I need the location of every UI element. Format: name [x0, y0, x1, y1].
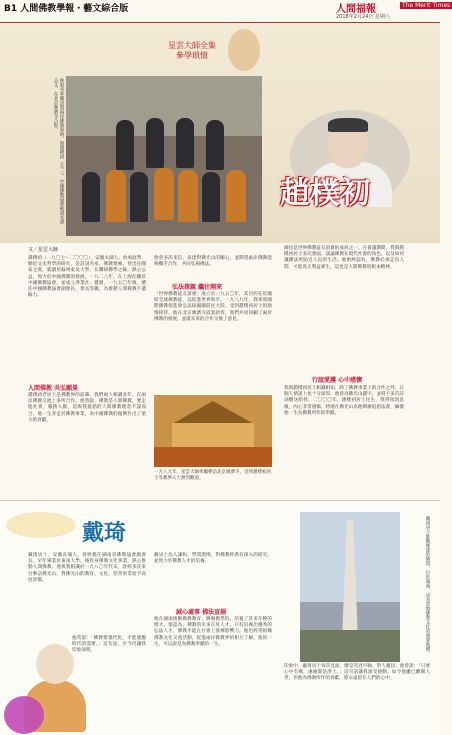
person-figure: [202, 172, 220, 222]
article-paragraph: 我與趙樸初居士相識相知，除了佛教事業上的合作之外，在個人情誼上也十分深厚。他曾為佛光山題字，並寫下多首詩詞贈送給我。二〇〇〇年，趙樸初居士往生，我得知消息後，內心非常感傷，特地在佛光山為他舉辦追思法會，緬懷他一生為佛教所作的奉獻。: [284, 386, 404, 416]
article-divider: [0, 500, 440, 501]
monk-head: [36, 644, 74, 684]
article-paragraph: 他常說：「佛教要現代化，才能適應時代的需要。」這句話，至今仍讓我印象深刻。: [72, 636, 146, 654]
author-byline: 文／星雲大師: [28, 247, 59, 253]
person-figure: [116, 120, 134, 170]
subheading: 行誼愛護 心中感懷: [312, 377, 363, 384]
person-figure: [130, 172, 148, 222]
person-figure: [176, 118, 194, 168]
group-photo: [66, 76, 262, 236]
article-paragraph: 他曾多次來信，表達對佛光山的關心，並期望兩岸佛教能夠攜手合作，共同弘揚佛法。: [154, 256, 272, 268]
person-figure: [106, 170, 126, 222]
portrait-hair: [328, 118, 368, 132]
article-paragraph: 趙樸初（一九〇七～二〇〇〇），安徽太湖人。幼承庭學，勤於文史哲學的研究，是詩詞名家、佛教領袖。曾出任國家主席，就讀於蘇州東吳大學，在鑽研佛學之餘，熱心公益，致力於中國佛教的發展。一九二八年，在上海任職於中國佛教協會，並成立淨業社、覺園，一九五〇年後，歷任中國佛教協會副會長、會長等職，為推動人間佛教不遺餘力。: [28, 256, 146, 299]
article-paragraph: 趙樸初老居士是佛教界的前輩，我們兩人相識多年，在兩岸佛教交流上多所合作。他曾說，佛教是人間佛教，要走進社會，服務人群，這與我提倡的人間佛教理念不謀而合。他一生奔走於佛教事業，為中國佛教的復興作出了重大的貢獻。: [28, 393, 146, 423]
lotus-flower: [4, 696, 44, 734]
article-paragraph: 國也是世界佛教徒友誼會的成員之一。在會議期間，我與趙樸初居士多次會面，談論佛教在現代社會的角色，以及如何讓佛法更貼近人民的生活。他始終認為，佛教必須走向人間，才能真正利益眾生，這也是人間佛教的根本精神。: [284, 246, 404, 270]
temple-photo-caption: 一九八九年，星雲大師率團參訪北京廣濟寺，受到趙樸初居士等教界人士熱烈歡迎。: [154, 470, 271, 481]
subheading: 弘法探親 繼往開來: [172, 284, 223, 291]
article-paragraph: 「世界佛教徒友誼會」成立於一九五〇年，其目的在於團結全球佛教徒，以促進世界和平。一九八九年，我率領國際佛教促進會弘法探親團前往大陸，受到趙樸初居士的熱情接待。他在北京廣濟寺設宴款待，我們共同回顧了兩岸佛教的發展，並就未來的合作交換了意見。: [154, 292, 272, 322]
subheading: 人間佛教 共弘願景: [28, 385, 79, 392]
article-paragraph: 印象中，戴琦居士每次見面，總是笑容可掬，對人親切。他曾說：「只要心中有佛，處處都是淨土。」這句話讓我深受感動。如今他雖已離開人世，但他為佛教所作的貢獻，將永遠留在人們的心中。: [284, 664, 430, 682]
pagoda-photo: [300, 512, 400, 662]
photo-background: [66, 76, 262, 136]
temple-crowd: [154, 447, 272, 467]
person-figure: [206, 120, 224, 170]
group-photo-caption: 林昭亮率團訪問兩岸佛教界時，與趙樸初（左二）、中國佛教協會秘書長唐志文，在北京廣濟寺合影。: [53, 78, 64, 225]
person-figure: [178, 170, 198, 222]
series-title: 星雲大師全集: [168, 41, 216, 50]
article-paragraph: 戴琦居士，安徽宣城人，曾經擔任湖南省佛教協會副會長。早年畢業於東南大學，後投身佛教文化事業，熱心推動人間佛教。他與我相識於一九八〇年代末，曾經多次來台參訪佛光山，對佛光山的教育、文化、慈善事業給予高度評價。: [28, 553, 146, 583]
person-figure: [146, 118, 164, 168]
series-subtitle: 參學瑣憶: [176, 51, 208, 60]
article-heading-name: 趙樸初: [280, 176, 370, 211]
section-title: B1 人間佛教學報・藝文綜合版: [4, 4, 129, 14]
article2-heading-name: 戴琦: [82, 520, 127, 546]
newspaper-logo-english: The Merit Times: [402, 2, 451, 9]
subheading: 誠心處事 佛法宣揚: [176, 609, 227, 616]
issue-date: 2018年2月24日 星期六: [336, 14, 390, 20]
person-figure: [82, 172, 100, 222]
pagoda-photo-caption: 戴琦居士推動修建的佛塔，位於湖南，成為當地佛教文化的重要地標。: [425, 516, 430, 656]
article-paragraph: 戴居士為人謙和，學問淵博，對佛教經典有深入的研究，並致力於佛教人才的培養。: [154, 553, 272, 565]
person-figure: [154, 168, 174, 220]
person-figure: [226, 170, 246, 222]
temple-roof: [164, 401, 262, 423]
temple-wall: [172, 423, 254, 447]
master-portrait-seal: [228, 29, 260, 71]
lotus-ornament: [6, 512, 76, 538]
article-paragraph: 他在湖南推動佛教教育，興辦佛學院，培養了許多年輕的僧才。他認為，佛教的未來在於人才，只有培養出優秀的弘法人才，佛教才能在社會上發揮影響力。他也經常組織佛教文化交流活動，促進兩岸佛教界的相互了解。他的一生，可以說是為佛教奉獻的一生。: [154, 617, 272, 647]
temple-photo: [154, 395, 272, 467]
newspaper-logo: 人間福報: [336, 4, 376, 15]
photo-ground: [300, 630, 400, 662]
